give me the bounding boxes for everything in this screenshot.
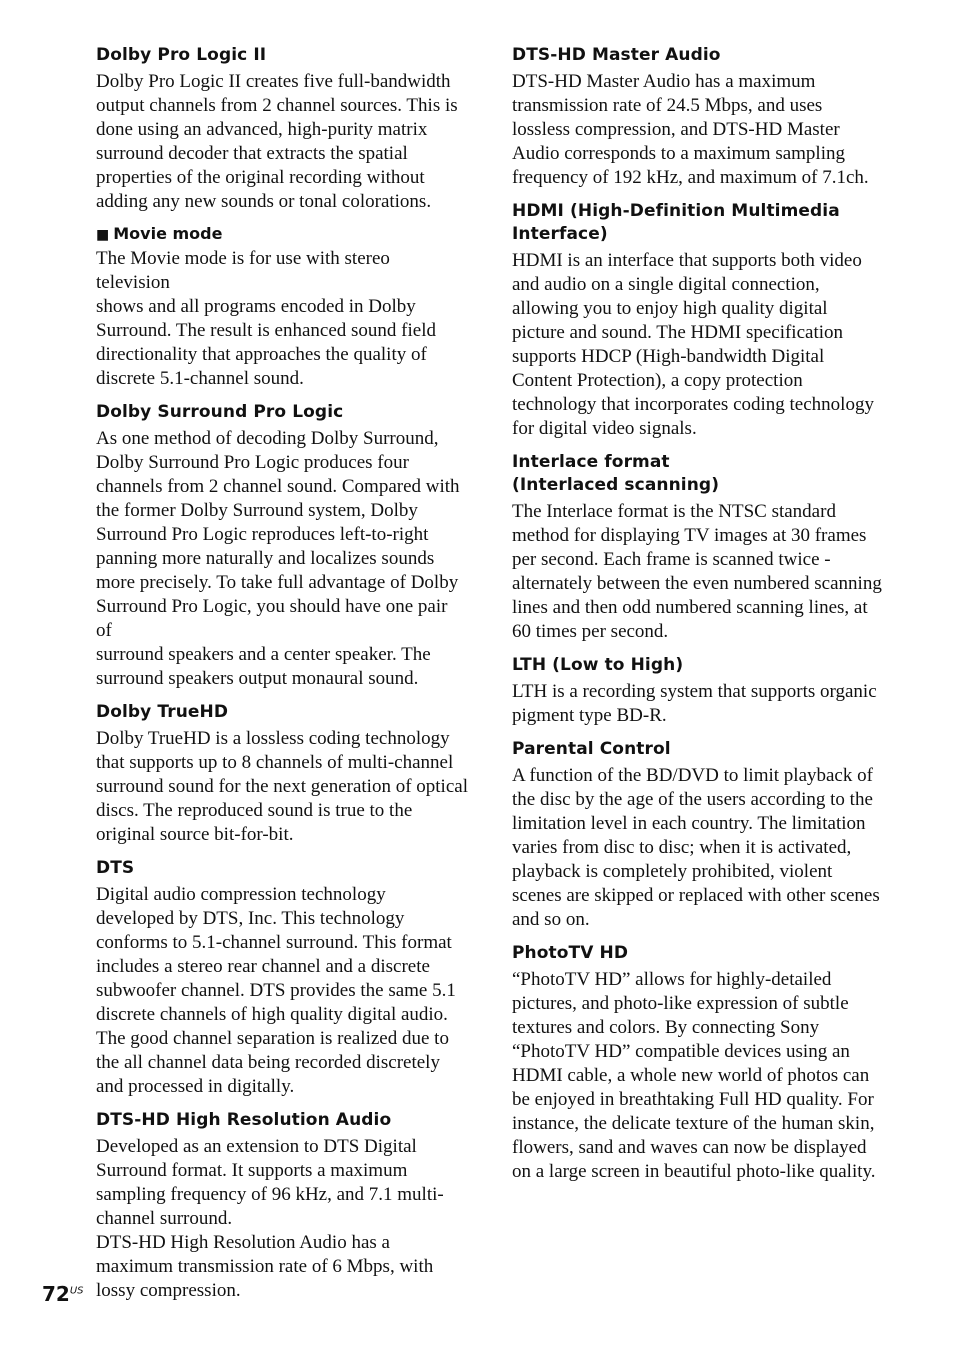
term-phototv-hd: PhotoTV HD (512, 943, 629, 963)
right-column (512, 44, 884, 1184)
definition-phototv-hd: “PhotoTV HD” allows for highly-detailed pictures, and photo-like expression of subtle textures and colors. By connecting Sony “PhotoTV HD” compatible devices using an HDMI cable, a whole new world of photos can be enjoyed in breathtaking Full HD quality. For instance, the delicate texture of the human skin, flowers, sand and waves can now be displayed on a large screen in beautiful photo-like quality. (512, 969, 876, 1182)
definition-dts: Digital audio compression technology developed by DTS, Inc. This technology conforms to 5.1-channel surround. This format includes a stereo rear channel and a discrete subwoofer channel. DTS provides the same 5.1 discrete channels of high quality digital audio. The good channel separation is realized due to the all channel data being recorded discretely and processed in digitally. (96, 884, 456, 1097)
definition-movie-mode: The Movie mode is for use with stereo television shows and all programs encoded in Dolby Surround. The result is enhanced sound field directionality that approaches the quality of discrete 5.1-channel sound. (96, 248, 436, 389)
term-dolby-pro-logic-ii: Dolby Pro Logic II (96, 45, 267, 65)
term-parental-control: Parental Control (512, 739, 671, 759)
definition-hdmi: HDMI is an interface that supports both video and audio on a single digital connection, allowing you to enjoy high quality digital picture and sound. The HDMI specification supports HDCP (High-bandwidth Digital Content Protection), a copy protection technology that incorporates coding technology for digital video signals. (512, 250, 874, 439)
term-dolby-surround-pro-logic: Dolby Surround Pro Logic (96, 402, 344, 422)
page-number (42, 1282, 84, 1306)
term-lth: LTH (Low to High) (512, 655, 684, 675)
definition-lth: LTH is a recording system that supports organic pigment type BD-R. (512, 681, 877, 726)
square-bullet-icon: ■ (96, 227, 110, 243)
subterm-movie-mode-label: Movie mode (113, 224, 223, 243)
definition-dts-hd-master-audio: DTS-HD Master Audio has a maximum transmission rate of 24.5 Mbps, and uses lossless compression, and DTS-HD Master Audio corresponds to a maximum sampling frequency of 192 kHz, and maximum of 7.1ch. (512, 71, 869, 188)
subterm-movie-mode (96, 222, 468, 247)
definition-dolby-truehd: Dolby TrueHD is a lossless coding technology that supports up to 8 channels of multi-channel surround sound for the next generation of optical discs. The reproduced sound is true to the original source bit-for-bit. (96, 728, 468, 845)
page-number-value: 72 (42, 1282, 70, 1306)
left-column (96, 44, 468, 1303)
definition-dolby-surround-pro-logic: As one method of decoding Dolby Surround, Dolby Surround Pro Logic produces four channels from 2 channel sound. Compared with the former Dolby Surround system, Dolby Surround Pro Logic reproduces left-to-right panning more naturally and localizes sounds more precisely. To take full advantage of Dolby Surround Pro Logic, you should have one pair of surround speakers and a center speaker. The surround speakers output monaural sound. (96, 428, 460, 689)
definition-dts-hd-high-resolution-audio: Developed as an extension to DTS Digital Surround format. It supports a maximum sampling frequency of 96 kHz, and 7.1 multi- channel surround. DTS-HD High Resolution Audio has a maximum transmission rate of 6 Mbps, with lossy compression. (96, 1136, 444, 1301)
term-dts-hd-master-audio: DTS-HD Master Audio (512, 45, 721, 65)
term-dts-hd-high-resolution-audio: DTS-HD High Resolution Audio (96, 1110, 392, 1130)
term-interlace-format: Interlace format (Interlaced scanning) (512, 452, 720, 495)
term-hdmi: HDMI (High-Definition Multimedia Interface) (512, 201, 840, 244)
page-number-suffix: US (69, 1285, 84, 1297)
term-dolby-truehd: Dolby TrueHD (96, 702, 229, 722)
term-dts: DTS (96, 858, 135, 878)
definition-interlace-format: The Interlace format is the NTSC standard method for displaying TV images at 30 frames per second. Each frame is scanned twice - alternately between the even numbered scanning lines and then odd numbered scanning lines, at 60 times per second. (512, 501, 882, 642)
definition-dolby-pro-logic-ii: Dolby Pro Logic II creates five full-bandwidth output channels from 2 channel sources. This is done using an advanced, high-purity matrix surround decoder that extracts the spatial properties of the original recording without adding any new sounds or tonal colorations. (96, 71, 458, 212)
definition-parental-control: A function of the BD/DVD to limit playback of the disc by the age of the users according to the limitation level in each country. The limitation varies from disc to disc; when it is activated, playback is completely prohibited, violent scenes are skipped or replaced with other scenes and so on. (512, 765, 880, 930)
